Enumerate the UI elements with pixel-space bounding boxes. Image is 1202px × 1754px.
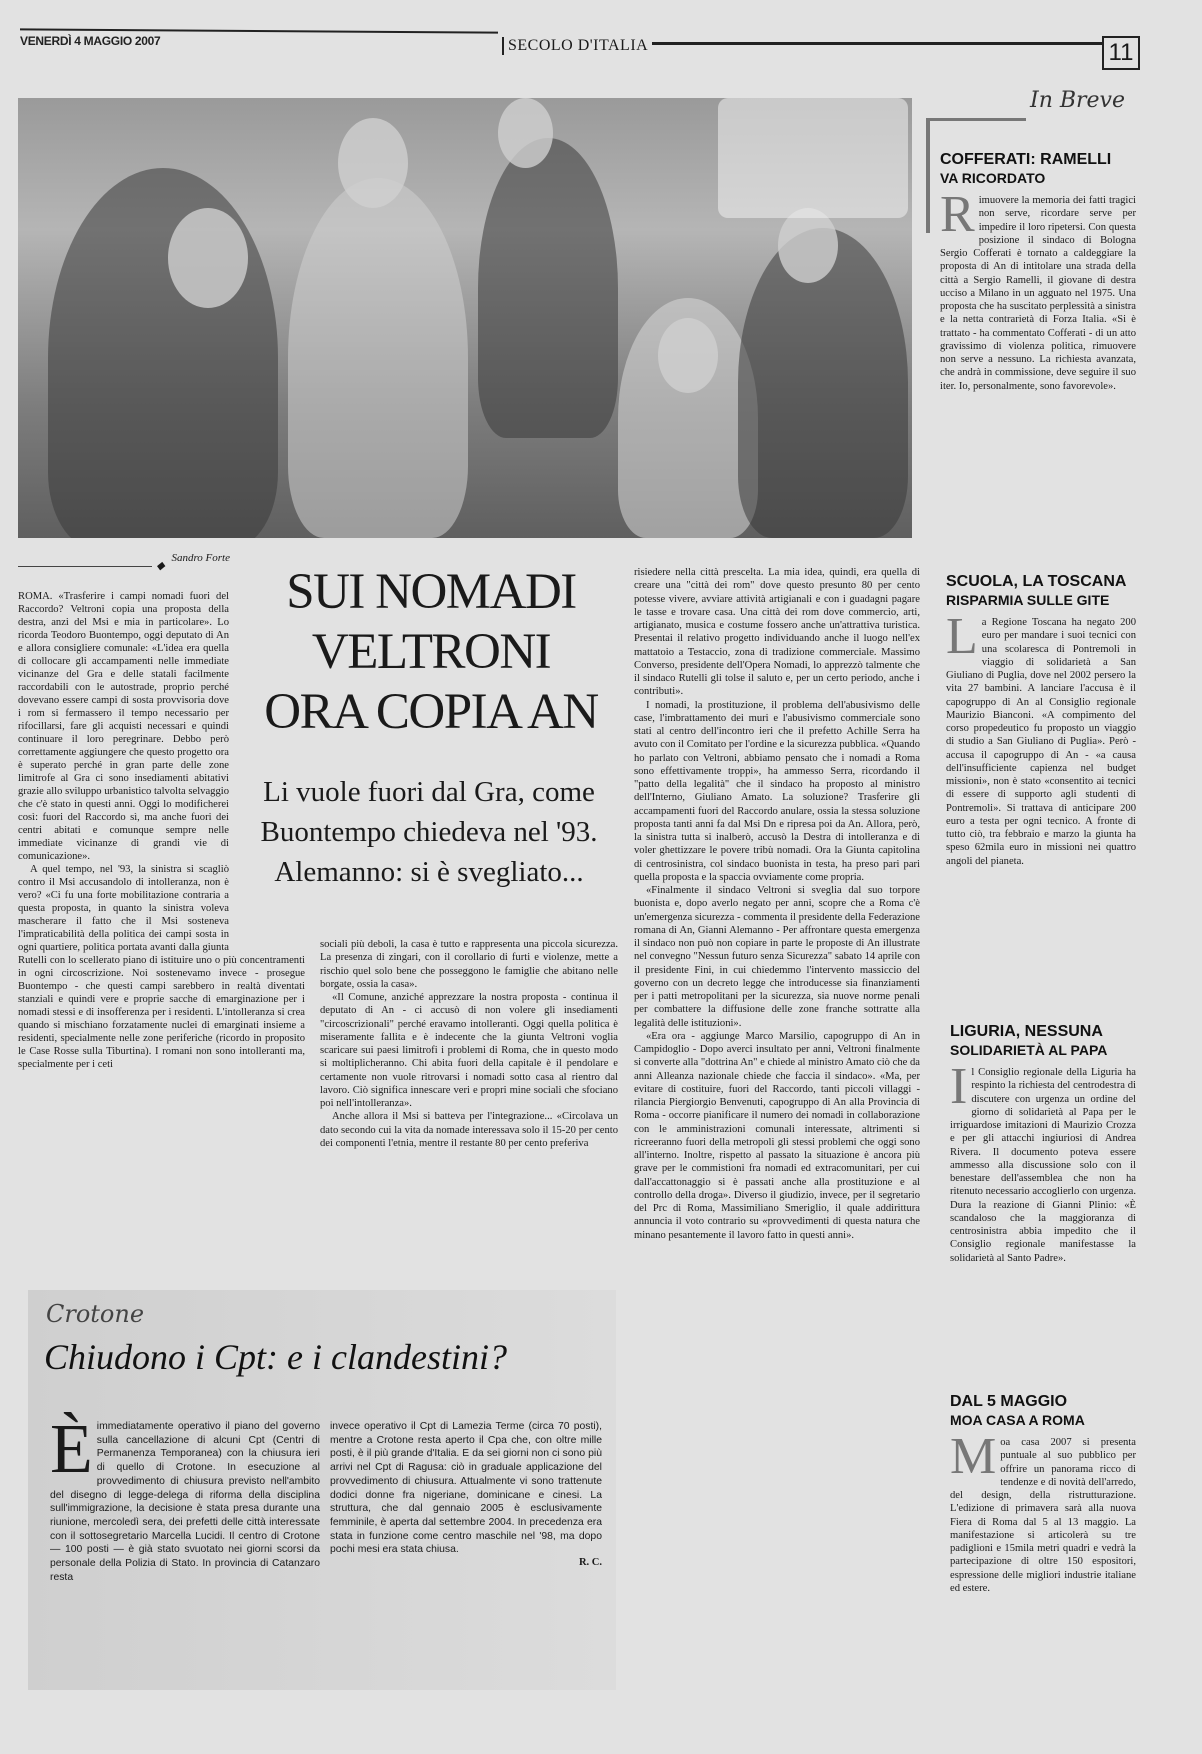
signature: R. C. [578,1557,602,1569]
paragraph: I nomadi, la prostituzione, il problema dell'abusivismo delle case, l'imbrattamento dei muri e l'abusivismo commerciale sono stati al centro dell'incontro ieri che il prefetto Achille Serra ha avuto con il Comitato per l'ordine e la sicurezza pubblica. «Quando ho parlato con Veltroni, abbiamo pensato che i nomadi a Roma sono effettivamente troppi», ha ammesso Serra, ricordando il "patto della legalità" che il sindaco ha proposto al ministro dell'Interno, Giuliano Amato. La soluzione? Trasferire gli accampamenti fuori del Raccordo anulare, ossia la stessa soluzione proposta tanti anni fa dal Msi Dn e ripresa poi da An. Allora, però, la sinistra tutta si inalberò, accusò la Destra di intolleranza e di voler ghettizzare le povere tribù nomadi. Ora la Giunta capitolina di centrosinistra, col sindaco buonista in testa, ha preso pari pari quella proposta e la spaccia ovviamente come propria. [634,699,920,883]
brief-text: La Regione Toscana ha negato 200 euro per mandare i suoi tecnici con una scolaresca di Pontremoli in viaggio di solidarietà a San Giuliano di Puglia, dove nel 2002 persero la vita 27 bambini. A lanciare l'accusa è il capogruppo di An al Consiglio regionale Maurizio Bianconi. «A compimento del corso propedeutico fu proposto un viaggio di studio a San Giuliano di Puglia». Però - accusa il capogruppo di An - «a causa dell'insufficiente capienza nel budget missioni», non è stato «consentito ai tecnici di essere di supporto agli studenti di Pontremoli». Si trattava di anticipare 200 euro a testa per ogni tecnico. A fronte di tutto ciò, tra febbraio e marzo la giunta ha speso 62mila euro in missioni nei quattro angoli del pianeta. [946,608,1136,867]
brief-title: COFFERATI: RAMELLI VA RICORDATO [940,151,1112,186]
brief-title: SCUOLA, LA TOSCANA RISPARMIA SULLE GITE [946,573,1127,608]
brief-title: LIGURIA, NESSUNA SOLIDARIETÀ AL PAPA [950,1023,1108,1058]
subheadline: Li vuole fuori dal Gra, come Buontempo chiedeva nel '93. Alemanno: si è svegliato... [260,776,598,888]
paragraph: invece operativo il Cpt di Lamezia Terme (circa 70 posti), mentre a Crotone resta aperto il Cpa che, con oltre mille posti, è il più grande d'Italia. E da sei giorni non ci sono più arrivi nel Cpt di Ragusa: ciò in graduale applicazione del provvedimento di chiusura. Attualmente vi sono trattenute dodici donne fra nigeriane, dominicane e cinesi. La struttura, che dal gennaio 2005 è esclusivamente femminile, è aperta dal settembre 2004. In precedenza era stata in funzione come centro maschile nel '98, ma dopo pochi mesi era stata chiusa. [330,1421,602,1556]
article-column-2 [320,938,618,1150]
brief-moa-casa [950,1392,1136,1595]
photo-vehicle [718,98,908,218]
newspaper-name: SECOLO D'ITALIA [502,37,648,55]
paragraph: A quel tempo, nel '93, la sinistra si scagliò contro il Msi accusandolo di intolleranza, non è vero? «Ci fu una forte mobilitazione contraria a questa proposta, in quanto la sinistra voleva mascherare il fatto che il Msi sosteneva l'impraticabilità della politica dei campi sosta in ogni quartiere, politica portata avanti dalla giunta Rutelli con lo scellerato piano di istituire uno o più concentramenti in ogni circoscrizione. Noi sostenevamo invece - prosegue Buontempo - che questi campi sarebbero in realtà diventati stanziali e quindi vere e proprie sacche di emarginazione per i nomadi stessi e di insofferenza per i residenti. L'intolleranza si crea quando si mischiano forzatamente nuclei di emarginati insieme a residenti, specialmente nelle zone periferiche (ricordo in proposito le Case Rosse sulla Tiburtina). I romani non sono intolleranti ma, specialmente per i ceti [18,864,305,1070]
photo-face [168,208,248,308]
photo-figure [48,168,278,538]
header-rule [652,42,1104,45]
brief-scuola [946,572,1136,868]
paragraph: «Era ora - aggiunge Marco Marsilio, capogruppo di An in Campidoglio - Dopo averci insultato per anni, Veltroni finalmente si converte alla "dottrina An" e chiede al ministro Amato ciò che da anni Alleanza nazionale chiede che faccia il sindaco». «Ma, per evitare di costituire, fuori del Raccordo, tanti piccoli villaggi - rilancia Piergiorgio Benvenuti, capogruppo di An alla Provincia di Roma - occorre pianificare il numero dei nomadi in collaborazione con le amministrazioni comunali interessate, altrimenti si ricreeranno fuori della metropoli gli stessi problemi che oggi sono all'interno. Inoltre, rispetto al passato la situazione è ancora più grave per le commistioni fra nomadi ed extracomunitari, per cui dall'accattonaggio si è passati anche alla prostituzione e al controllo della droga». Diverso il giudizio, invece, per il segretario del Prc di Roma, Massimiliano Smeriglio, il quale addirittura annuncia il voto contrario su «provvedimenti di questa natura che minano pesantemente il lavoro fatto in questi anni». [634,1030,920,1241]
paragraph: «Il Comune, anziché apprezzare la nostra proposta - continua il deputato di An - ci accusò di non volere gli insediamenti "circoscrizionali" perché eravamo intolleranti. Oggi quella politica è miseramente fallita e è indecente che la giunta Veltroni voglia scaricare sui paesi limitrofi i problemi di Roma, che in questo modo si moltiplicheranno. Chi abita fuori della capitale è il pendolare e certamente non vuole ritrovarsi i nomadi sotto casa al rientro dal lavoro. Ciò significa innescare veri e propri mine sociali che sfociano poi nell'intolleranza». [320,992,618,1109]
photo-face [658,318,718,393]
photo-nomad-family [18,98,912,538]
brief-cofferati [940,150,1136,393]
paragraph: Anche allora il Msi si batteva per l'integrazione... «Circolava un dato secondo cui la vita da nomade interessava solo il 15-20 per cento dei componenti l'etnia, mentre il restante 80 per cento preferiva [320,1111,618,1149]
decorative-frame [926,118,1026,121]
brief-text: Il Consiglio regionale della Liguria ha respinto la richiesta del centrodestra di discutere con urgenza un ordine del giorno di solidarietà al Papa per le irriguardose imitazioni di Maurizio Crozza e per gli attacchi ingiuriosi di Andrea Rivera. Il documento poteva essere ammesso alla discussione solo con il benestare dell'assemblea che non ha ritenuto necessario accoglierlo con urgenza. Dura la reazione di Gianni Plinio: «È scandaloso che la maggioranza di centrosinistra abbia impedito che il Consiglio regionale manifestasse la solidarietà al Santo Padre». [950,1058,1136,1264]
box-column-2 [330,1420,602,1568]
box-column-1 [50,1411,320,1584]
paragraph: risiedere nella città prescelta. La mia idea, quindi, era quella di creare una "città dei rom" dove questo presunto 80 per cento potesse vivere, avviare attività artigianali e con i guadagni pagare le tasse e trovare casa. Una città dei rom dove commercio, arti, artigianato, musica e costume fossero anche un'attrattiva turistica. Presentai il relativo progetto individuando anche il luogo nell'ex mattatoio a Testaccio, zona di tradizione commerciale. Massimo Converso, presidente dell'Opera Nomadi, lo apprezzò talmente che il sindaco Rutelli gli tolse il saluto e, per un certo periodo, anche i contributi». [634,567,920,698]
headline: SUI NOMADI VELTRONI ORA COPIA AN [264,564,598,740]
issue-date: VENERDÌ 4 MAGGIO 2007 [20,34,161,48]
paragraph: sociali più deboli, la casa è tutto e rappresenta una piccola sicurezza. La presenza di zingari, con il corollario di furti e violenze, mette a rischio quel solo bene che posseggono le famiglie che abitano nelle borgate, ossia la casa». [320,939,618,990]
paragraph: «Finalmente il sindaco Veltroni si sveglia dal suo torpore buonista e, dopo averlo negato per anni, scopre che a Roma c'è un'emergenza sicurezza - commenta il presidente della Federazione romana di An, Gianni Alemanno - Per affrontare questa emergenza il sindaco non può non copiare in parte le proposte di An illustrate nel convegno "Nessun futuro senza Sicurezza" sabato 14 aprile con il presidente Fini, in cui chiedemmo l'intervento massiccio del governo con un decreto legge che introducesse sia finanziamenti per i patti metropolitani per la sicurezza, sia nuove norme penali per combattere la diffusione delle zone franche sottratte alla legalità delle istituzioni». [634,885,920,1029]
brief-liguria [950,1022,1136,1265]
article-column-3 [634,566,920,1242]
photo-figure [288,178,468,538]
box-title: Chiudono i Cpt: e i clandestini? [44,1337,507,1377]
article-column-1 [18,590,305,1071]
photo-face [498,98,553,168]
decorative-frame [926,118,930,233]
section-title-in-breve: In Breve [1030,88,1126,113]
byline: ◆ Sandro Forte [18,566,230,580]
header-rule [20,28,498,33]
brief-title: DAL 5 MAGGIO MOA CASA A ROMA [950,1393,1085,1428]
brief-text: Rimuovere la memoria dei fatti tragici non serve, ricordare serve per impedire il loro ripetersi. Con questa posizione il sindaco di Bologna Sergio Cofferati è tornato a caldeggiare la proposta di An di intitolare una strada della città a Sergio Ramelli, il giovane di destra ucciso a Milano in un agguato nel 1975. Una proposta che ha suscitato perplessità a sinistra e la netta contrarietà di Forza Italia. «Si è trattato - ha commentato Cofferati - di un atto gravissimo di violenza politica, rimuovere non serve a nessuno. La richiesta avanzata, che andrà in commissione, deve seguire il suo iter. Io, personalmente, sono favorevole». [940,186,1136,392]
photo-figure [478,138,618,438]
brief-text: Moa casa 2007 si presenta puntuale al suo pubblico per offrire un panorama ricco di tendenze e di novità dell'arredo, del design, della ristrutturazione. L'edizione di primavera sarà alla nuova Fiera di Roma dal 5 al 13 maggio. La manifestazione si articolerà su tre padiglioni e 15mila metri quadri e vedrà la partecipazione di oltre 150 espositori, espressione delle migliori industrie italiane ed estere. [950,1428,1136,1594]
page-number: 11 [1102,36,1140,70]
box-kicker: Crotone [46,1300,145,1328]
headline-gutter [229,590,305,942]
photo-face [338,118,408,208]
paragraph: ROMA. «Trasferire i campi nomadi fuori del Raccordo? Veltroni copia una proposta della destra, anzi del Msi e mia in particolare». Lo ricorda Teodoro Buontempo, oggi deputato di An e allora consigliere comunale: «L'idea era quella di collocare gli accampamenti nelle immediate vicinanze del Gra e delle statali facilmente raccordabili con le autostrade, proprio perché dovevano essere campi di sosta provvisoria dove i rom si fermassero il tempo necessario per rifocillarsi, fare gli acquisti necessari e quindi continuare il loro peregrinare. Debbo però correttamente aggiungere che questo progetto ora è superato perché in gran parte delle zone limitrofe al Gra ci sono insediamenti abitativi grazie allo sviluppo urbanistico talvolta selvaggio che c'è stato in questi anni. Oggi lo modificherei così: fuori del Raccordo sì, ma anche fuori dei centri abitati e comunque sempre nelle immediate vicinanze di grandi vie di comunicazione». [18,591,229,862]
paragraph: Èimmediatamente operativo il piano del governo sulla cancellazione di alcuni Cpt (Centri di Permanenza Temporanea) con la chiusura ieri di quello di Crotone. In esecuzione al provvedimento di chiusura previsto nell'ambito del disegno di legge-delega di riforma della disciplina sull'immigrazione, la decisione è stata presa durante una riunione, mercoledì sera, dei prefetti delle città interessate con il sottosegretario Marcella Lucidi. Il centro di Crotone — 100 posti — è già stato svuotato nei giorni scorsi da personale della Polizia di Stato. In provincia di Catanzaro resta [50,1411,320,1583]
photo-face [778,208,838,283]
